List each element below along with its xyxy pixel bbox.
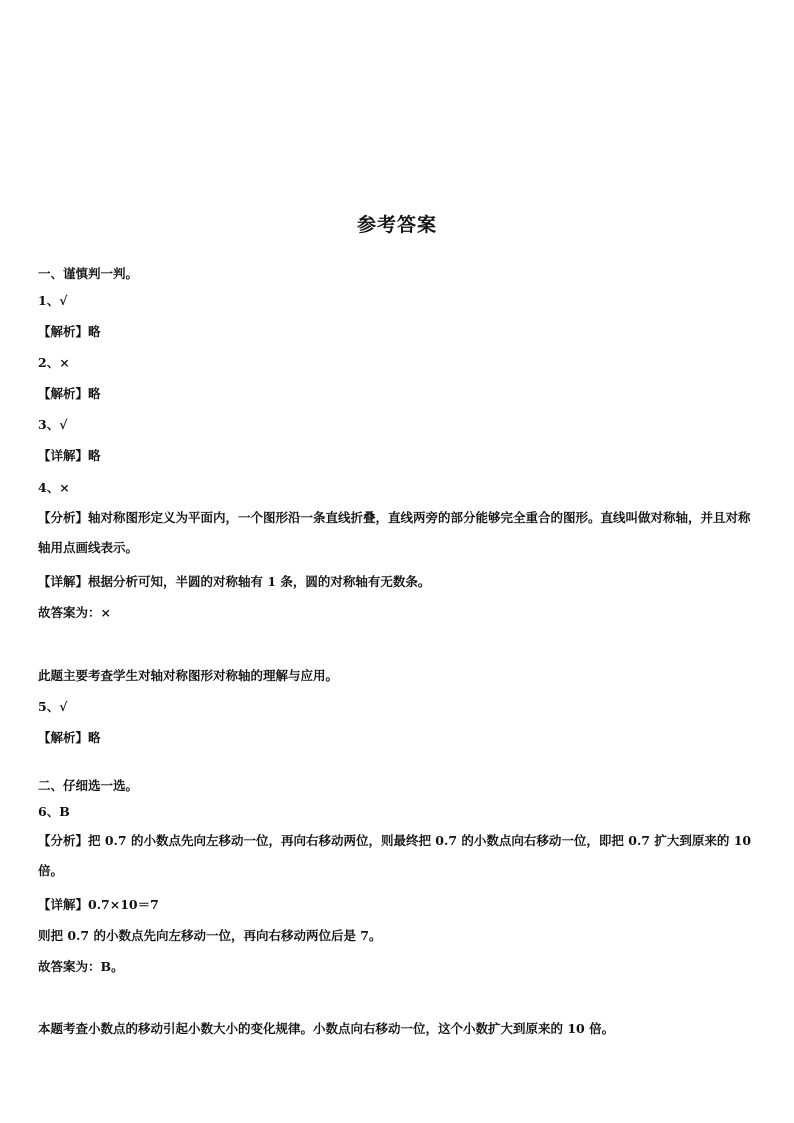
q3-answer: 3、√ [38,417,68,432]
section-1-heading: 一、谨慎判一判。 [38,266,139,281]
q4-answer: 4、× [38,480,70,495]
q2-answer: 2、× [38,355,70,370]
q2-explanation: 【解析】略 [38,386,101,401]
q3-explanation: 【详解】略 [38,448,101,463]
q4-summary: 此题主要考查学生对轴对称图形对称轴的理解与应用。 [38,668,339,683]
q6-answer: 6、B [38,804,70,819]
q6-detail-2: 则把 0.7 的小数点先向左移动一位，再向右移动两位后是 7。 [38,928,382,943]
section-2-heading: 二、仔细选一选。 [38,778,139,793]
q5-explanation: 【解析】略 [38,730,101,745]
q4-analysis: 【分析】轴对称图形定义为平面内，一个图形沿一条直线折叠，直线两旁的部分能够完全重合的图形。直线叫做对称轴，并且对称轴用点画线表示。 [38,510,751,555]
q4-conclusion: 故答案为：× [38,605,111,620]
q6-conclusion: 故答案为：B。 [38,959,124,974]
q6-summary: 本题考查小数点的移动引起小数大小的变化规律。小数点向右移动一位，这个小数扩大到原来的 10 倍。 [38,1021,615,1036]
page-title: 参考答案 [356,214,437,236]
q1-explanation: 【解析】略 [38,324,101,339]
q6-analysis: 【分析】把 0.7 的小数点先向左移动一位，再向右移动两位，则最终把 0.7 的小数点向右移动一位，即把 0.7 扩大到原来的 10 倍。 [38,833,752,878]
q5-answer: 5、√ [38,699,68,714]
q4-detail: 【详解】根据分析可知，半圆的对称轴有 1 条，圆的对称轴有无数条。 [38,574,431,589]
q6-detail: 【详解】0.7×10＝7 [38,897,159,912]
q1-answer: 1、√ [38,293,68,308]
